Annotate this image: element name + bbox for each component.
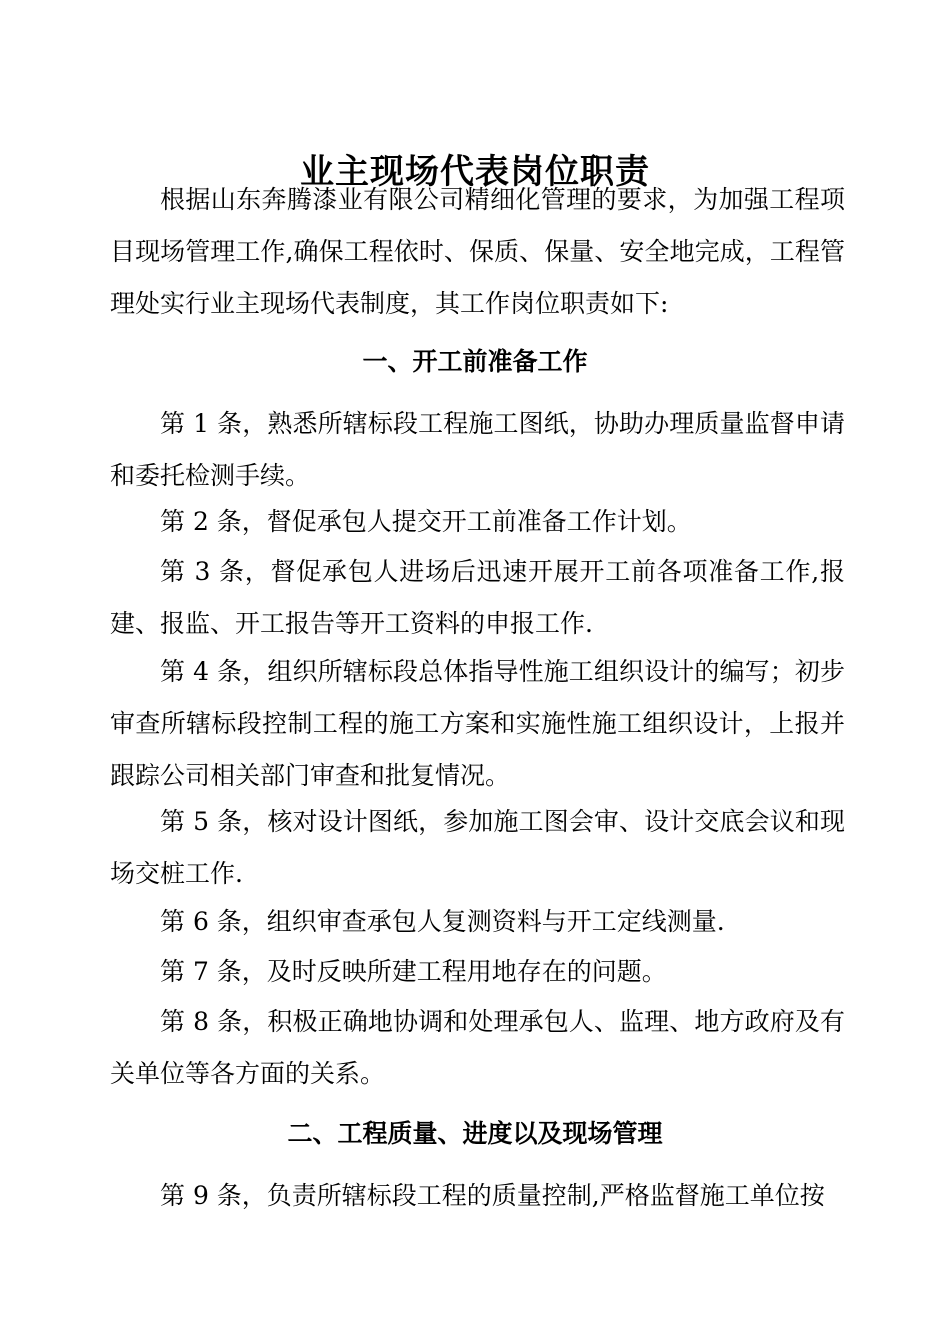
article-4: 第 4 条，组织所辖标段总体指导性施工组织设计的编写；初步审查所辖标段控制工程的施工方案和实施性施工组织设计，上报并跟踪公司相关部门审查和批复情况。 xyxy=(110,657,845,790)
document-title: 业主现场代表岗位职责 xyxy=(300,151,650,192)
article-2: 第 2 条，督促承包人提交开工前准备工作计划。 xyxy=(160,507,692,536)
article-1: 第 1 条，熟悉所辖标段工程施工图纸，协助办理质量监督申请和委托检测手续。 xyxy=(110,409,845,490)
intro-paragraph: 根据山东奔腾漆业有限公司精细化管理的要求，为加强工程项目现场管理工作,确保工程依时、保质、保量、安全地完成，工程管理处实行业主现场代表制度，其工作岗位职责如下: xyxy=(110,185,845,318)
section-heading-1: 一、开工前准备工作 xyxy=(362,347,588,376)
article-6: 第 6 条，组织审查承包人复测资料与开工定线测量. xyxy=(160,907,725,936)
article-5: 第 5 条，核对设计图纸，参加施工图会审、设计交底会议和现场交桩工作. xyxy=(110,807,845,888)
article-3: 第 3 条，督促承包人进场后迅速开展开工前各项准备工作,报建、报监、开工报告等开工资料的申报工作. xyxy=(110,557,845,638)
section-heading-2: 二、工程质量、进度以及现场管理 xyxy=(287,1119,663,1148)
article-7: 第 7 条，及时反映所建工程用地存在的问题。 xyxy=(160,957,667,986)
article-8: 第 8 条，积极正确地协调和处理承包人、监理、地方政府及有关单位等各方面的关系。 xyxy=(110,1007,845,1088)
article-9: 第 9 条，负责所辖标段工程的质量控制,严格监督施工单位按 xyxy=(160,1181,825,1210)
